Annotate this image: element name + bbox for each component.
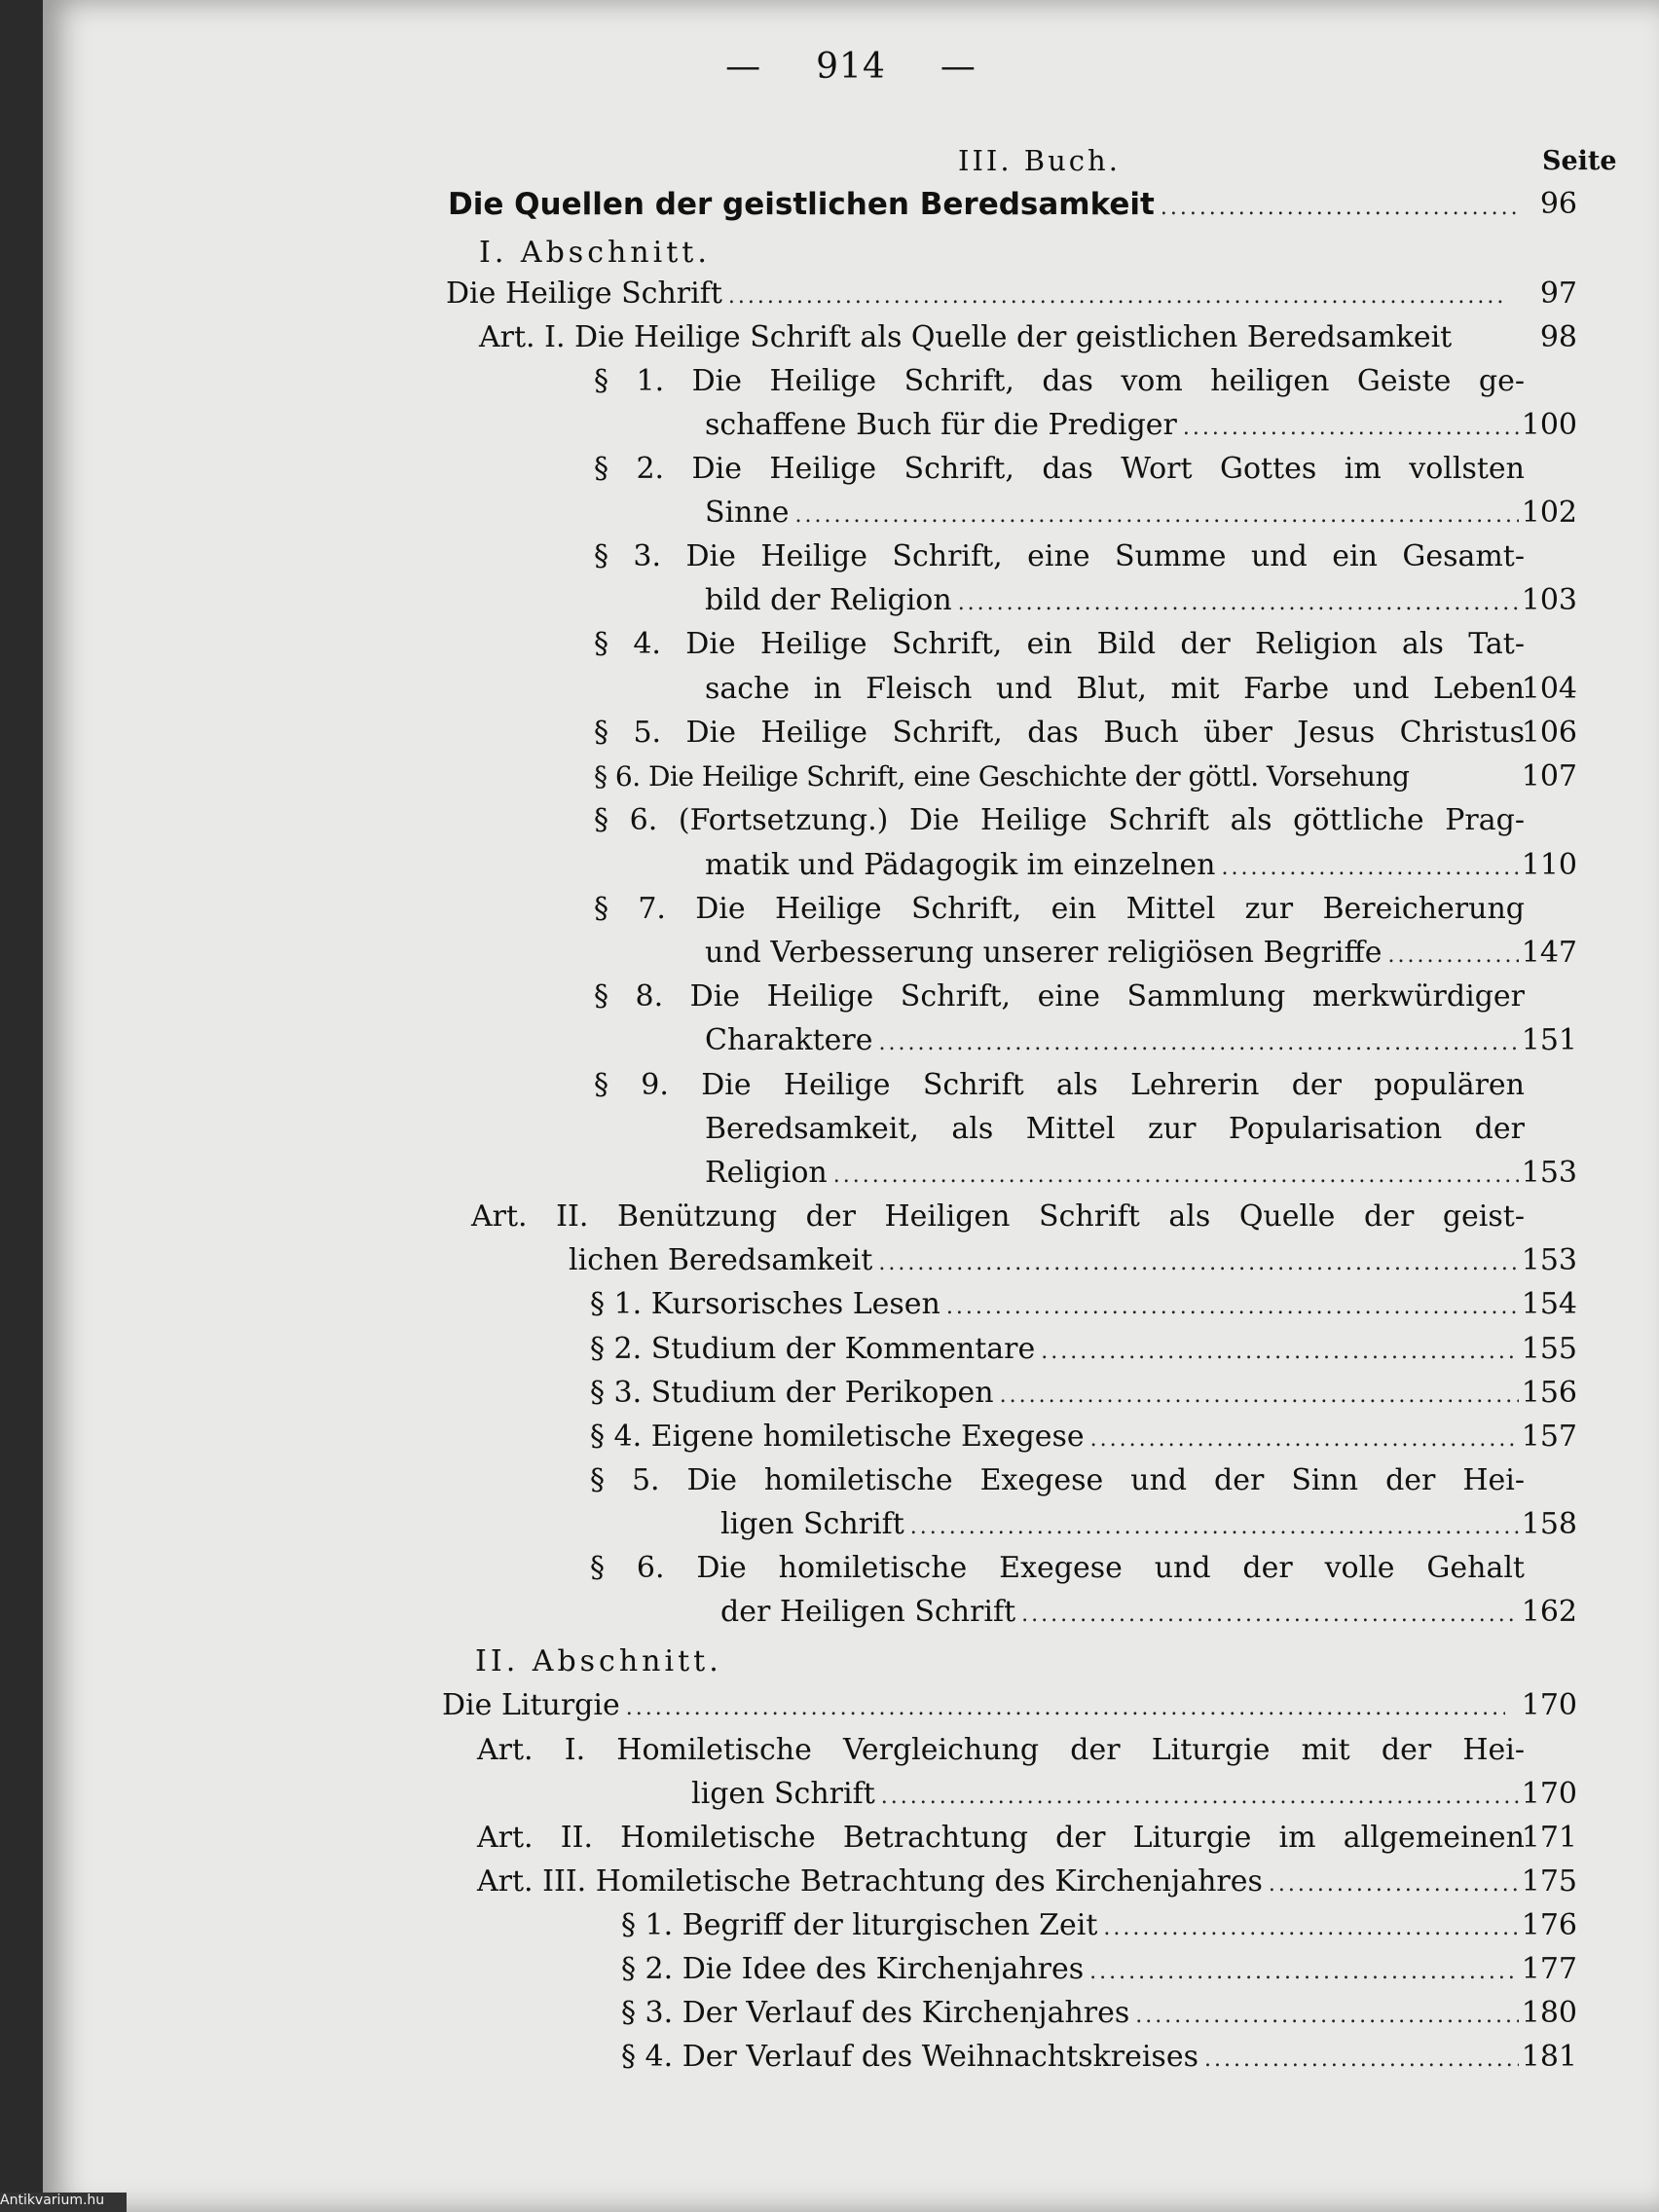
- toc-entry-text: § 6. Die Heilige Schrift, eine Geschichte der göttl. Vorsehung: [594, 760, 1410, 793]
- toc-page-number: 170: [1521, 1688, 1577, 1722]
- toc-entry: [590, 1416, 1525, 1458]
- toc-entry: [705, 1152, 1525, 1195]
- toc-page-number: 103: [1521, 583, 1577, 617]
- toc-page-number: 106: [1521, 716, 1577, 750]
- toc-entry-text: § 2. Die Idee des Kirchenjahres: [621, 1952, 1085, 1986]
- toc-entry-text: § 1. Die Heilige Schrift, das vom heiligen Geiste ge-: [594, 364, 1525, 398]
- toc-page-number: 154: [1521, 1287, 1577, 1321]
- toc-entry-text: § 5. Die homiletische Exegese und der Sinn der Hei-: [590, 1463, 1525, 1497]
- toc-entry-text: § 4. Die Heilige Schrift, ein Bild der Religion als Tat-: [594, 627, 1525, 661]
- page-number: 914: [816, 47, 886, 87]
- toc-entry-text: Beredsamkeit, als Mittel zur Popularisation der: [705, 1112, 1525, 1146]
- toc-entry-text: § 3. Die Heilige Schrift, eine Summe und ein Gesamt-: [594, 539, 1525, 573]
- toc-entry-text: § 4. Der Verlauf des Weihnachtskreises: [621, 2040, 1198, 2074]
- section-heading: I. Abschnitt.: [479, 236, 711, 270]
- toc-entry-text: Die Liturgie: [442, 1688, 620, 1722]
- toc-page-number: 147: [1521, 936, 1577, 970]
- toc-page-number: 171: [1521, 1821, 1577, 1855]
- book-title: III. Buch.: [958, 144, 1121, 177]
- toc-entry-text: § 2. Studium der Kommentare: [590, 1332, 1036, 1366]
- toc-entry: [442, 1684, 1511, 1727]
- toc-entry-text: § 6. (Fortsetzung.) Die Heilige Schrift als göttliche Prag-: [594, 803, 1525, 837]
- toc-page-number: 170: [1521, 1777, 1577, 1811]
- toc-entry-text: § 2. Die Heilige Schrift, das Wort Gottes im vollsten: [594, 452, 1525, 486]
- part-title: Die Quellen der geistlichen Beredsamkeit: [448, 187, 1155, 222]
- toc-entry-text: Die Heilige Schrift: [446, 276, 722, 311]
- toc-page-number: 158: [1521, 1507, 1577, 1541]
- toc-entry-text: Sinne: [705, 496, 790, 530]
- toc-entry: [446, 273, 1511, 315]
- toc-page-number: 96: [1539, 187, 1577, 221]
- toc-entry-text: § 6. Die homiletische Exegese und der volle Gehalt: [590, 1551, 1525, 1585]
- watermark: Antikvarium.hu: [0, 2193, 127, 2212]
- dash-left: —: [725, 47, 762, 87]
- toc-entry-text: § 8. Die Heilige Schrift, eine Sammlung merkwürdiger: [594, 979, 1525, 1014]
- toc-entry: [705, 932, 1525, 975]
- toc-entry: [691, 1773, 1525, 1816]
- toc-entry-text: sache in Fleisch und Blut, mit Farbe und Leben: [705, 672, 1525, 706]
- toc-entry: [448, 183, 1525, 226]
- toc-page-number: 97: [1539, 276, 1577, 311]
- toc-entry-text: § 1. Begriff der liturgischen Zeit: [621, 1908, 1098, 1942]
- toc-entry-text: ligen Schrift: [691, 1777, 875, 1811]
- toc-page-number: 181: [1521, 2040, 1577, 2074]
- dash-right: —: [940, 47, 977, 87]
- toc-entry: [705, 579, 1525, 622]
- toc-page-number: 102: [1521, 496, 1577, 530]
- toc-entry-text: Art. III. Homiletische Betrachtung des Kirchenjahres: [477, 1864, 1263, 1899]
- toc-entry-text: lichen Beredsamkeit: [569, 1243, 873, 1277]
- toc-entry: [705, 492, 1525, 535]
- toc-entry: [569, 1239, 1525, 1282]
- toc-entry-text: bild der Religion: [705, 583, 952, 617]
- toc-page-number: 151: [1521, 1023, 1577, 1057]
- toc-entry: [477, 1861, 1525, 1903]
- toc-entry: [720, 1591, 1525, 1634]
- seite-label: Seite: [1542, 146, 1617, 176]
- toc-entry-text: § 4. Eigene homiletische Exegese: [590, 1419, 1085, 1454]
- toc-page-number: 98: [1539, 320, 1577, 354]
- toc-entry-text: und Verbesserung unserer religiösen Begriffe: [705, 936, 1382, 970]
- toc-entry-text: matik und Pädagogik im einzelnen: [705, 848, 1216, 882]
- toc-entry: [590, 1372, 1525, 1415]
- toc-entry-text: der Heiligen Schrift: [720, 1595, 1016, 1629]
- toc-page-number: 177: [1521, 1952, 1577, 1986]
- toc-page-number: 156: [1521, 1376, 1577, 1410]
- toc-entry-text: Art. I. Homiletische Vergleichung der Liturgie mit der Hei-: [477, 1733, 1525, 1767]
- toc-page-number: 176: [1521, 1908, 1577, 1942]
- toc-entry-text: § 1. Kursorisches Lesen: [590, 1287, 940, 1321]
- toc-page-number: 175: [1521, 1864, 1577, 1899]
- toc-page-number: 180: [1521, 1996, 1577, 2030]
- toc-entry: [720, 1503, 1525, 1546]
- toc-entry-text: § 7. Die Heilige Schrift, ein Mittel zur Bereicherung: [594, 892, 1525, 926]
- toc-entry-text: § 3. Der Verlauf des Kirchenjahres: [621, 1996, 1130, 2030]
- toc-page-number: 107: [1521, 759, 1577, 793]
- toc-entry: [705, 1019, 1525, 1062]
- toc-entry: [705, 844, 1525, 887]
- toc-page-number: 162: [1521, 1595, 1577, 1629]
- toc-entry-text: Art. II. Benützung der Heiligen Schrift als Quelle der geist-: [471, 1199, 1525, 1234]
- toc-page-number: 100: [1521, 408, 1577, 442]
- toc-entry-text: § 3. Studium der Perikopen: [590, 1376, 994, 1410]
- toc-entry: [705, 404, 1525, 447]
- toc-page-number: 104: [1521, 672, 1577, 706]
- toc-entry-text: Art. I. Die Heilige Schrift als Quelle der geistlichen Beredsamkeit: [479, 320, 1453, 354]
- toc-entry-text: ligen Schrift: [720, 1507, 904, 1541]
- toc-entry-text: Charaktere: [705, 1023, 873, 1057]
- toc-page-number: 153: [1521, 1156, 1577, 1190]
- toc-entry: [590, 1283, 1525, 1326]
- toc-page-number: 155: [1521, 1332, 1577, 1366]
- toc-entry-text: schaffene Buch für die Prediger: [705, 408, 1177, 442]
- toc-page-number: 153: [1521, 1243, 1577, 1277]
- toc-page-number: 157: [1521, 1419, 1577, 1454]
- book-page: [43, 0, 1659, 2212]
- toc-entry-text: § 5. Die Heilige Schrift, das Buch über Jesus Christus: [594, 716, 1525, 750]
- toc-entry: [621, 1992, 1525, 2035]
- toc-entry-text: § 9. Die Heilige Schrift als Lehrerin der populären: [594, 1068, 1525, 1102]
- toc-entry: [590, 1328, 1525, 1371]
- toc-entry-text: Religion: [705, 1156, 828, 1190]
- toc-entry: [621, 1948, 1525, 1991]
- toc-entry-text: Art. II. Homiletische Betrachtung der Liturgie im allgemeinen: [477, 1821, 1525, 1855]
- page-number-header: [43, 47, 1659, 87]
- section-heading: II. Abschnitt.: [475, 1644, 722, 1678]
- toc-page-number: 110: [1521, 848, 1577, 882]
- toc-entry: [621, 2036, 1525, 2079]
- toc-entry: [621, 1904, 1525, 1947]
